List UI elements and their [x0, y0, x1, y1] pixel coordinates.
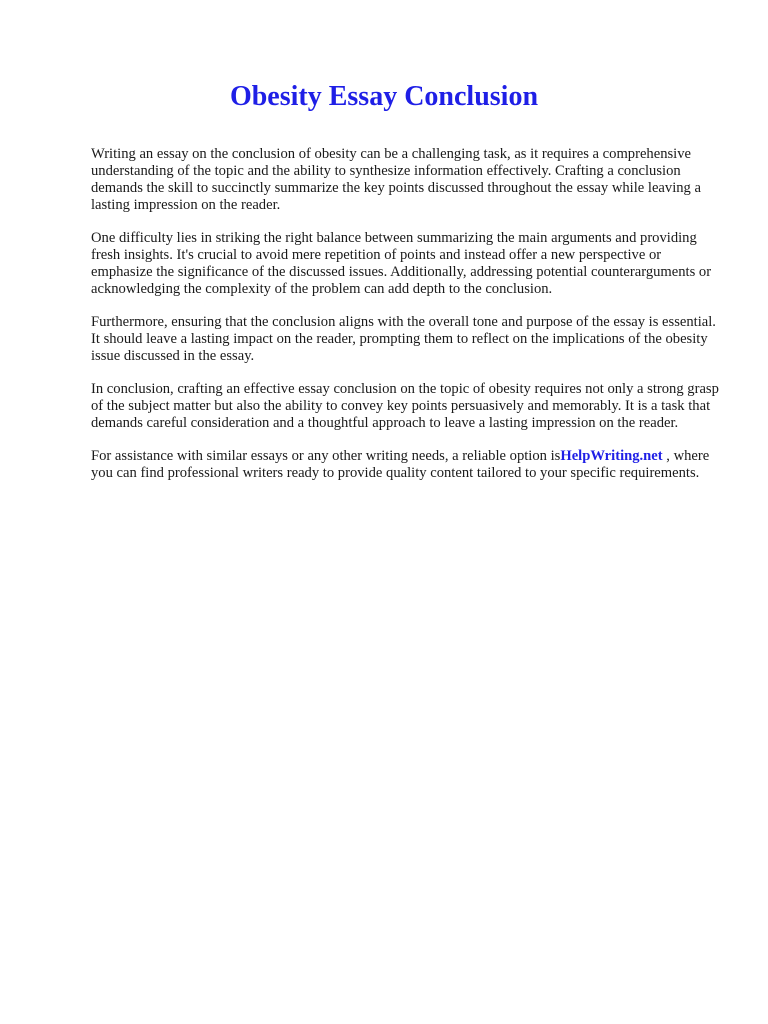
paragraph-1: Writing an essay on the conclusion of obesity can be a challenging task, as it requires a comprehensive understanding of the topic and the ability to synthesize information effectively. Crafting a conclusion demands the skill to succinctly summarize the key points discussed throughout the essay while leaving a lasting impression on the reader.: [91, 146, 701, 213]
paragraph-5: [91, 448, 723, 482]
paragraph-5-tail: , where you can find professional writers ready to provide quality content tailored to your specific requirements.: [91, 448, 710, 481]
helpwriting-link[interactable]: HelpWriting.net: [560, 448, 663, 464]
paragraph-2: One difficulty lies in striking the right balance between summarizing the main arguments and providing fresh insights. It's crucial to avoid mere repetition of points and instead offer a new perspective or emphasize the significance of the discussed issues. Additionally, addressing potential counterarguments or acknowledging the complexity of the problem can add depth to the conclusion.: [91, 230, 712, 297]
page-title: Obesity Essay Conclusion: [229, 81, 539, 112]
paragraph-3: Furthermore, ensuring that the conclusion aligns with the overall tone and purpose of the essay is essential. It should leave a lasting impact on the reader, prompting them to reflect on the implications of the obesity issue discussed in the essay.: [91, 314, 716, 364]
paragraph-5-lead: For assistance with similar essays or any other writing needs, a reliable option is: [91, 448, 561, 464]
document-body: [91, 146, 723, 498]
paragraph-4: In conclusion, crafting an effective essay conclusion on the topic of obesity requires not only a strong grasp of the subject matter but also the ability to convey key points persuasively and memorably. It is a task that demands careful consideration and a thoughtful approach to leave a lasting impression on the reader.: [91, 381, 719, 431]
